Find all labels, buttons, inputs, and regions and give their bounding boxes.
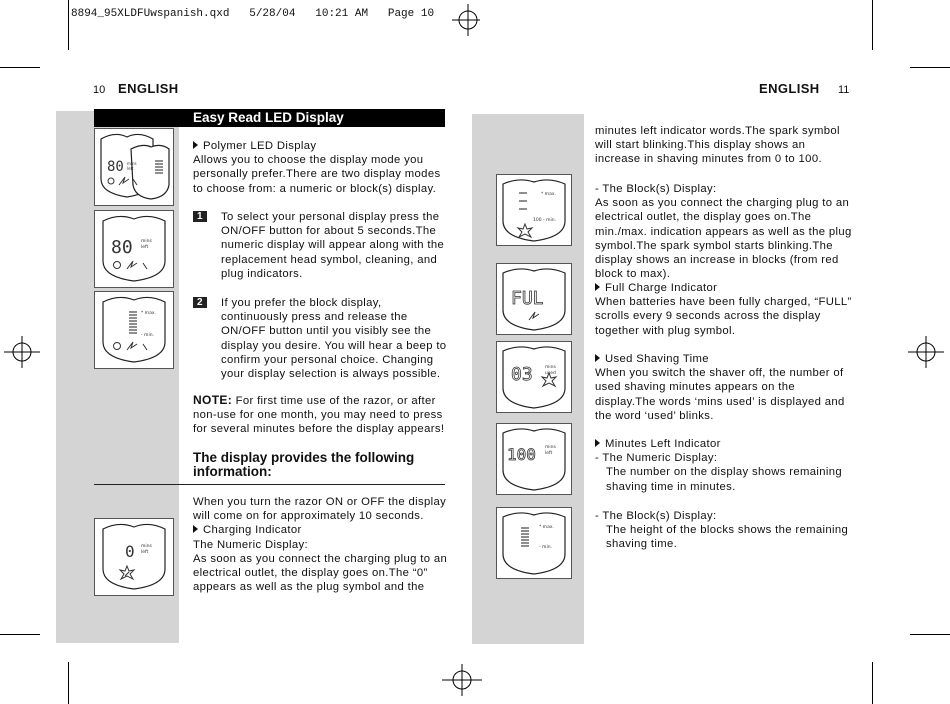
crop-mark	[910, 67, 950, 68]
shaver-display-icon	[95, 519, 173, 595]
full-text: When batteries have been fully charged, “FULL” scrolls every 9 seconds across the display together with plug symbol.	[595, 296, 852, 337]
registration-mark-bottom	[440, 658, 484, 702]
display-illustration	[496, 341, 572, 413]
full-section	[595, 281, 853, 338]
minutes-numeric-text: The number on the display shows remaining shaving time in minutes.	[606, 466, 843, 493]
d2-digits: 80	[111, 237, 133, 258]
registration-mark-right	[904, 330, 948, 374]
crop-mark	[872, 0, 873, 50]
page-number: 11	[838, 84, 850, 96]
info-heading: The display provides the following information:	[193, 450, 415, 479]
d9-max-label: * max.	[539, 525, 554, 530]
display-illustration	[94, 128, 174, 206]
d9-min-label: - min.	[539, 545, 552, 550]
step-2-text: If you prefer the block display, continuously press and release the ON/OFF button until you visibly see the display you desire. You will hear a beep to confirm your personal choice. Changing your display selection is always possible.	[221, 297, 447, 381]
page-language: ENGLISH	[759, 81, 820, 96]
d3-max-label: * max.	[141, 311, 156, 316]
numeric-body: As soon as you connect the charging plug to an electrical outlet, the display goes on.The “0” appears as well as the plug symbol and the	[193, 552, 448, 594]
step-1-text: To select your personal display press the ON/OFF button for about 5 seconds.The numeric display will appear along with the replacement head symbol, cleaning, and plug indicators.	[221, 211, 445, 280]
charging-section	[193, 495, 448, 594]
d8-digits: 100	[507, 445, 536, 464]
page-language: ENGLISH	[118, 81, 179, 96]
display-illustration	[496, 174, 572, 246]
registration-mark-top	[440, 0, 480, 42]
used-title: Used Shaving Time	[605, 353, 709, 365]
svg-text:mins: mins	[141, 239, 152, 244]
note	[193, 393, 448, 437]
display-illustration	[496, 263, 572, 335]
crop-mark	[0, 634, 40, 635]
info-intro: When you turn the razor ON or OFF the display will come on for approximately 10 seconds.	[193, 496, 447, 523]
svg-text:left: left	[127, 166, 134, 171]
step-1-number: 1	[193, 211, 207, 222]
charging-title: Charging Indicator	[203, 524, 302, 537]
shaver-display-icon	[497, 424, 571, 494]
polymer-body: Allows you to choose the display mode you personally prefer.There are two display modes to choose from: a numeric or block(s) display.	[193, 154, 441, 195]
crop-mark	[68, 662, 69, 704]
minutes-numeric-title: - The Numeric Display:	[595, 452, 718, 465]
shaver-display-icon	[95, 292, 173, 368]
minutes-block-text: The height of the blocks shows the remaining shaving time.	[606, 524, 849, 551]
bullet-icon	[595, 439, 600, 447]
bullet-icon	[193, 525, 198, 533]
page-number: 10	[93, 84, 106, 96]
block-text: As soon as you connect the charging plug to an electrical outlet, the display goes on.The min./max. indication appears as well as the plug symbol.The spark symbol starts blinking.The display shows an increase in blocks (from red block to max).	[595, 197, 852, 281]
file-header: 8894_95XLDFUwspanish.qxd 5/28/04 10:21 AM Page 10	[71, 8, 435, 20]
d3-min-label: - min.	[141, 333, 154, 338]
crop-mark	[0, 67, 40, 68]
d6-text: FUL	[511, 288, 544, 309]
shaver-display-icon	[497, 508, 571, 578]
note-label: NOTE:	[193, 393, 233, 407]
display-illustration	[496, 423, 572, 495]
step-2-number: 2	[193, 297, 207, 308]
crop-mark	[872, 662, 873, 704]
minutes-block-title: - The Block(s) Display:	[595, 510, 717, 522]
d5-min-label: 100 - min.	[533, 218, 556, 223]
shaver-display-icon	[497, 175, 571, 245]
shaver-display-icon	[95, 211, 173, 287]
registration-mark-left	[0, 330, 44, 374]
svg-text:left: left	[141, 245, 149, 250]
crop-mark	[68, 0, 69, 50]
polymer-section	[193, 139, 448, 196]
step-1	[193, 210, 448, 281]
bullet-icon	[595, 354, 600, 362]
bullet-icon	[193, 141, 198, 149]
minutes-title: Minutes Left Indicator	[605, 438, 721, 450]
numeric-title: The Numeric Display:	[193, 538, 308, 551]
display-illustration	[496, 507, 572, 579]
note-text: For first time use of the razor, or after non-use for one month, you may need to press for several minutes before the display appears!	[193, 395, 445, 436]
used-text: When you switch the shaver off, the number of used shaving minutes appears on the display.The words ‘mins used’ is displayed and the word ‘used’ blinks.	[595, 367, 845, 422]
svg-text:left: left	[545, 451, 553, 456]
crop-mark	[910, 634, 950, 635]
d4-digit: 0	[125, 542, 135, 561]
shaver-display-icon	[497, 264, 571, 334]
svg-text:mins: mins	[141, 544, 152, 549]
svg-text:left: left	[141, 550, 149, 555]
used-section	[595, 352, 853, 423]
section-title: Easy Read LED Display	[193, 110, 344, 125]
svg-text:mins: mins	[545, 365, 556, 370]
d7-digits: 03	[511, 364, 533, 385]
minutes-section	[595, 437, 853, 494]
d1-digits: 80	[107, 159, 124, 175]
svg-text:mins: mins	[545, 445, 556, 450]
polymer-title: Polymer LED Display	[203, 140, 317, 152]
block-section	[595, 182, 853, 281]
cont-text: minutes left indicator words.The spark symbol will start blinking.This display shows an increase in shaving minutes from 0 to 100.	[595, 125, 840, 166]
display-illustration	[94, 518, 174, 596]
display-illustration	[94, 291, 174, 369]
svg-text:used: used	[545, 371, 556, 376]
bullet-icon	[595, 283, 600, 291]
divider	[94, 484, 445, 485]
d5-max-label: * max.	[541, 192, 556, 197]
block-title: - The Block(s) Display:	[595, 183, 717, 195]
svg-text:mins: mins	[127, 161, 137, 166]
minutes-block-section	[595, 509, 853, 552]
shaver-display-icon	[95, 129, 173, 205]
shaver-display-icon	[497, 342, 571, 412]
display-illustration	[94, 210, 174, 288]
step-2	[193, 296, 448, 381]
full-title: Full Charge Indicator	[605, 282, 718, 294]
